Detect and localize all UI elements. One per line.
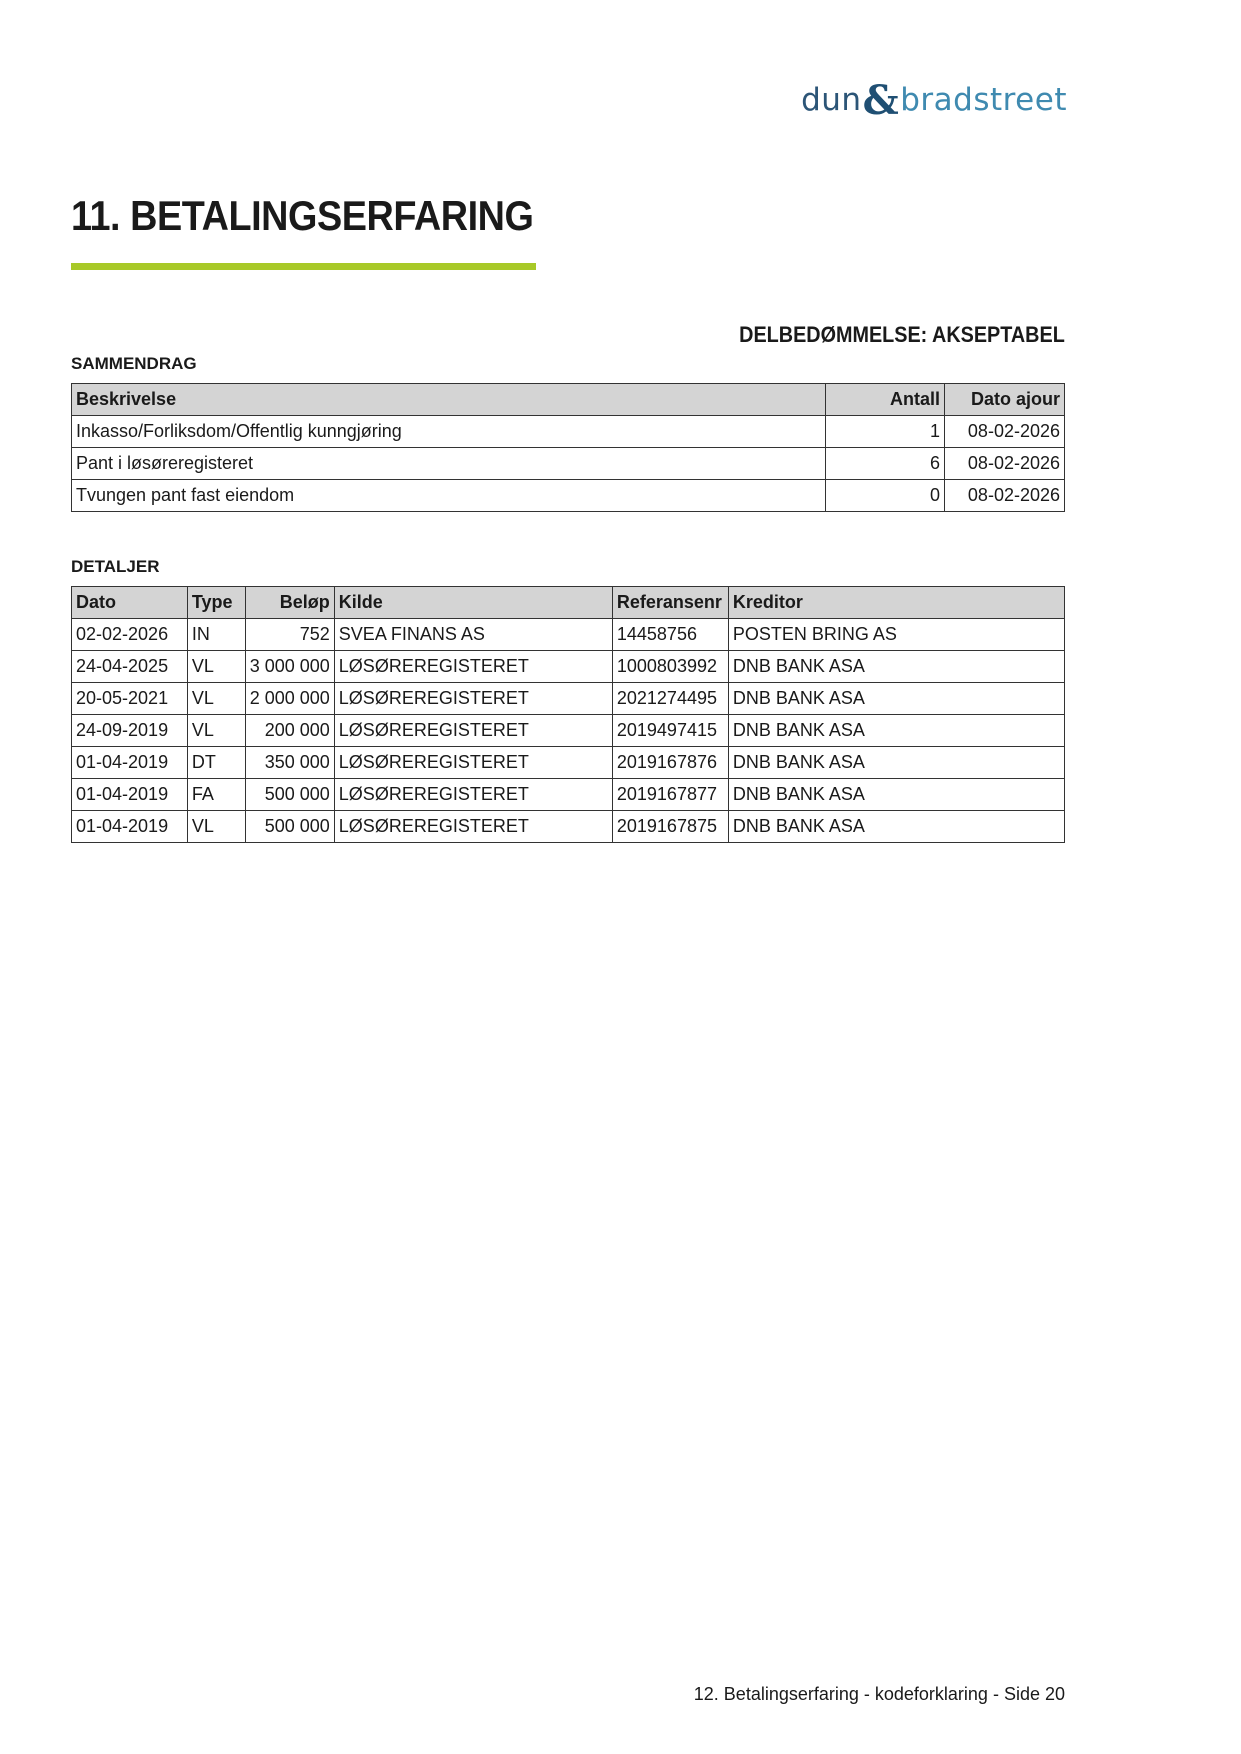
details-table — [71, 586, 1065, 843]
summary-cell-dato: 08-02-2026 — [945, 416, 1065, 448]
page-footer: 12. Betalingserfaring - kodeforklaring - Side 20 — [693, 1684, 1065, 1704]
logo-part-dun: dun — [801, 82, 862, 118]
summary-cell-antall: 0 — [826, 480, 945, 512]
dun-bradstreet-logo — [801, 78, 1067, 122]
col-header-kreditor: Kreditor — [728, 587, 1064, 619]
col-header-antall: Antall — [826, 384, 945, 416]
summary-header-row — [72, 384, 1065, 416]
details-cell-kilde: LØSØREREGISTERET — [334, 651, 612, 683]
summary-cell-beskrivelse: Tvungen pant fast eiendom — [72, 480, 826, 512]
summary-cell-antall: 1 — [826, 416, 945, 448]
details-cell-referansenr: 2019497415 — [612, 715, 728, 747]
details-row — [72, 747, 1065, 779]
details-cell-kilde: LØSØREREGISTERET — [334, 811, 612, 843]
summary-cell-beskrivelse: Inkasso/Forliksdom/Offentlig kunngjøring — [72, 416, 826, 448]
col-header-referansenr: Referansenr — [612, 587, 728, 619]
details-header-row — [72, 587, 1065, 619]
details-cell-kreditor: DNB BANK ASA — [728, 779, 1064, 811]
col-header-dato-ajour: Dato ajour — [945, 384, 1065, 416]
col-header-belop: Beløp — [245, 587, 334, 619]
summary-heading: SAMMENDRAG — [71, 354, 197, 373]
details-cell-type: VL — [187, 683, 245, 715]
details-row — [72, 779, 1065, 811]
details-cell-belop: 200 000 — [245, 715, 334, 747]
details-cell-kreditor: DNB BANK ASA — [728, 715, 1064, 747]
details-row — [72, 619, 1065, 651]
details-cell-belop: 350 000 — [245, 747, 334, 779]
details-row — [72, 811, 1065, 843]
title-underline — [71, 263, 536, 270]
details-row — [72, 651, 1065, 683]
details-cell-kilde: SVEA FINANS AS — [334, 619, 612, 651]
col-header-kilde: Kilde — [334, 587, 612, 619]
page-title: 11. BETALINGSERFARING — [71, 192, 534, 239]
summary-cell-dato: 08-02-2026 — [945, 480, 1065, 512]
details-cell-dato: 01-04-2019 — [72, 779, 188, 811]
details-cell-referansenr: 1000803992 — [612, 651, 728, 683]
summary-cell-dato: 08-02-2026 — [945, 448, 1065, 480]
details-cell-kreditor: DNB BANK ASA — [728, 683, 1064, 715]
details-cell-type: VL — [187, 715, 245, 747]
details-cell-belop: 500 000 — [245, 779, 334, 811]
details-cell-dato: 24-04-2025 — [72, 651, 188, 683]
col-header-dato: Dato — [72, 587, 188, 619]
details-row — [72, 715, 1065, 747]
details-cell-dato: 01-04-2019 — [72, 747, 188, 779]
col-header-beskrivelse: Beskrivelse — [72, 384, 826, 416]
details-cell-type: VL — [187, 651, 245, 683]
details-cell-kreditor: DNB BANK ASA — [728, 651, 1064, 683]
details-cell-type: DT — [187, 747, 245, 779]
details-cell-dato: 01-04-2019 — [72, 811, 188, 843]
summary-row — [72, 480, 1065, 512]
details-cell-type: FA — [187, 779, 245, 811]
summary-table — [71, 383, 1065, 512]
details-cell-dato: 24-09-2019 — [72, 715, 188, 747]
details-cell-referansenr: 2019167876 — [612, 747, 728, 779]
details-cell-belop: 2 000 000 — [245, 683, 334, 715]
col-header-type: Type — [187, 587, 245, 619]
details-row — [72, 683, 1065, 715]
details-cell-referansenr: 2019167877 — [612, 779, 728, 811]
details-cell-kreditor: DNB BANK ASA — [728, 811, 1064, 843]
logo-ampersand: & — [862, 76, 900, 124]
details-cell-referansenr: 2021274495 — [612, 683, 728, 715]
details-cell-kilde: LØSØREREGISTERET — [334, 715, 612, 747]
details-cell-belop: 500 000 — [245, 811, 334, 843]
details-cell-referansenr: 14458756 — [612, 619, 728, 651]
summary-cell-antall: 6 — [826, 448, 945, 480]
summary-row — [72, 416, 1065, 448]
details-cell-kilde: LØSØREREGISTERET — [334, 779, 612, 811]
details-cell-kreditor: POSTEN BRING AS — [728, 619, 1064, 651]
details-cell-type: IN — [187, 619, 245, 651]
details-cell-kilde: LØSØREREGISTERET — [334, 683, 612, 715]
details-cell-belop: 752 — [245, 619, 334, 651]
details-cell-kreditor: DNB BANK ASA — [728, 747, 1064, 779]
details-cell-kilde: LØSØREREGISTERET — [334, 747, 612, 779]
rating-heading: DELBEDØMMELSE: AKSEPTABEL — [739, 322, 1065, 347]
details-heading: DETALJER — [71, 557, 160, 576]
details-cell-type: VL — [187, 811, 245, 843]
details-cell-referansenr: 2019167875 — [612, 811, 728, 843]
logo-part-bradstreet: bradstreet — [900, 82, 1067, 118]
summary-row — [72, 448, 1065, 480]
summary-cell-beskrivelse: Pant i løsøreregisteret — [72, 448, 826, 480]
details-cell-dato: 20-05-2021 — [72, 683, 188, 715]
details-cell-dato: 02-02-2026 — [72, 619, 188, 651]
details-cell-belop: 3 000 000 — [245, 651, 334, 683]
